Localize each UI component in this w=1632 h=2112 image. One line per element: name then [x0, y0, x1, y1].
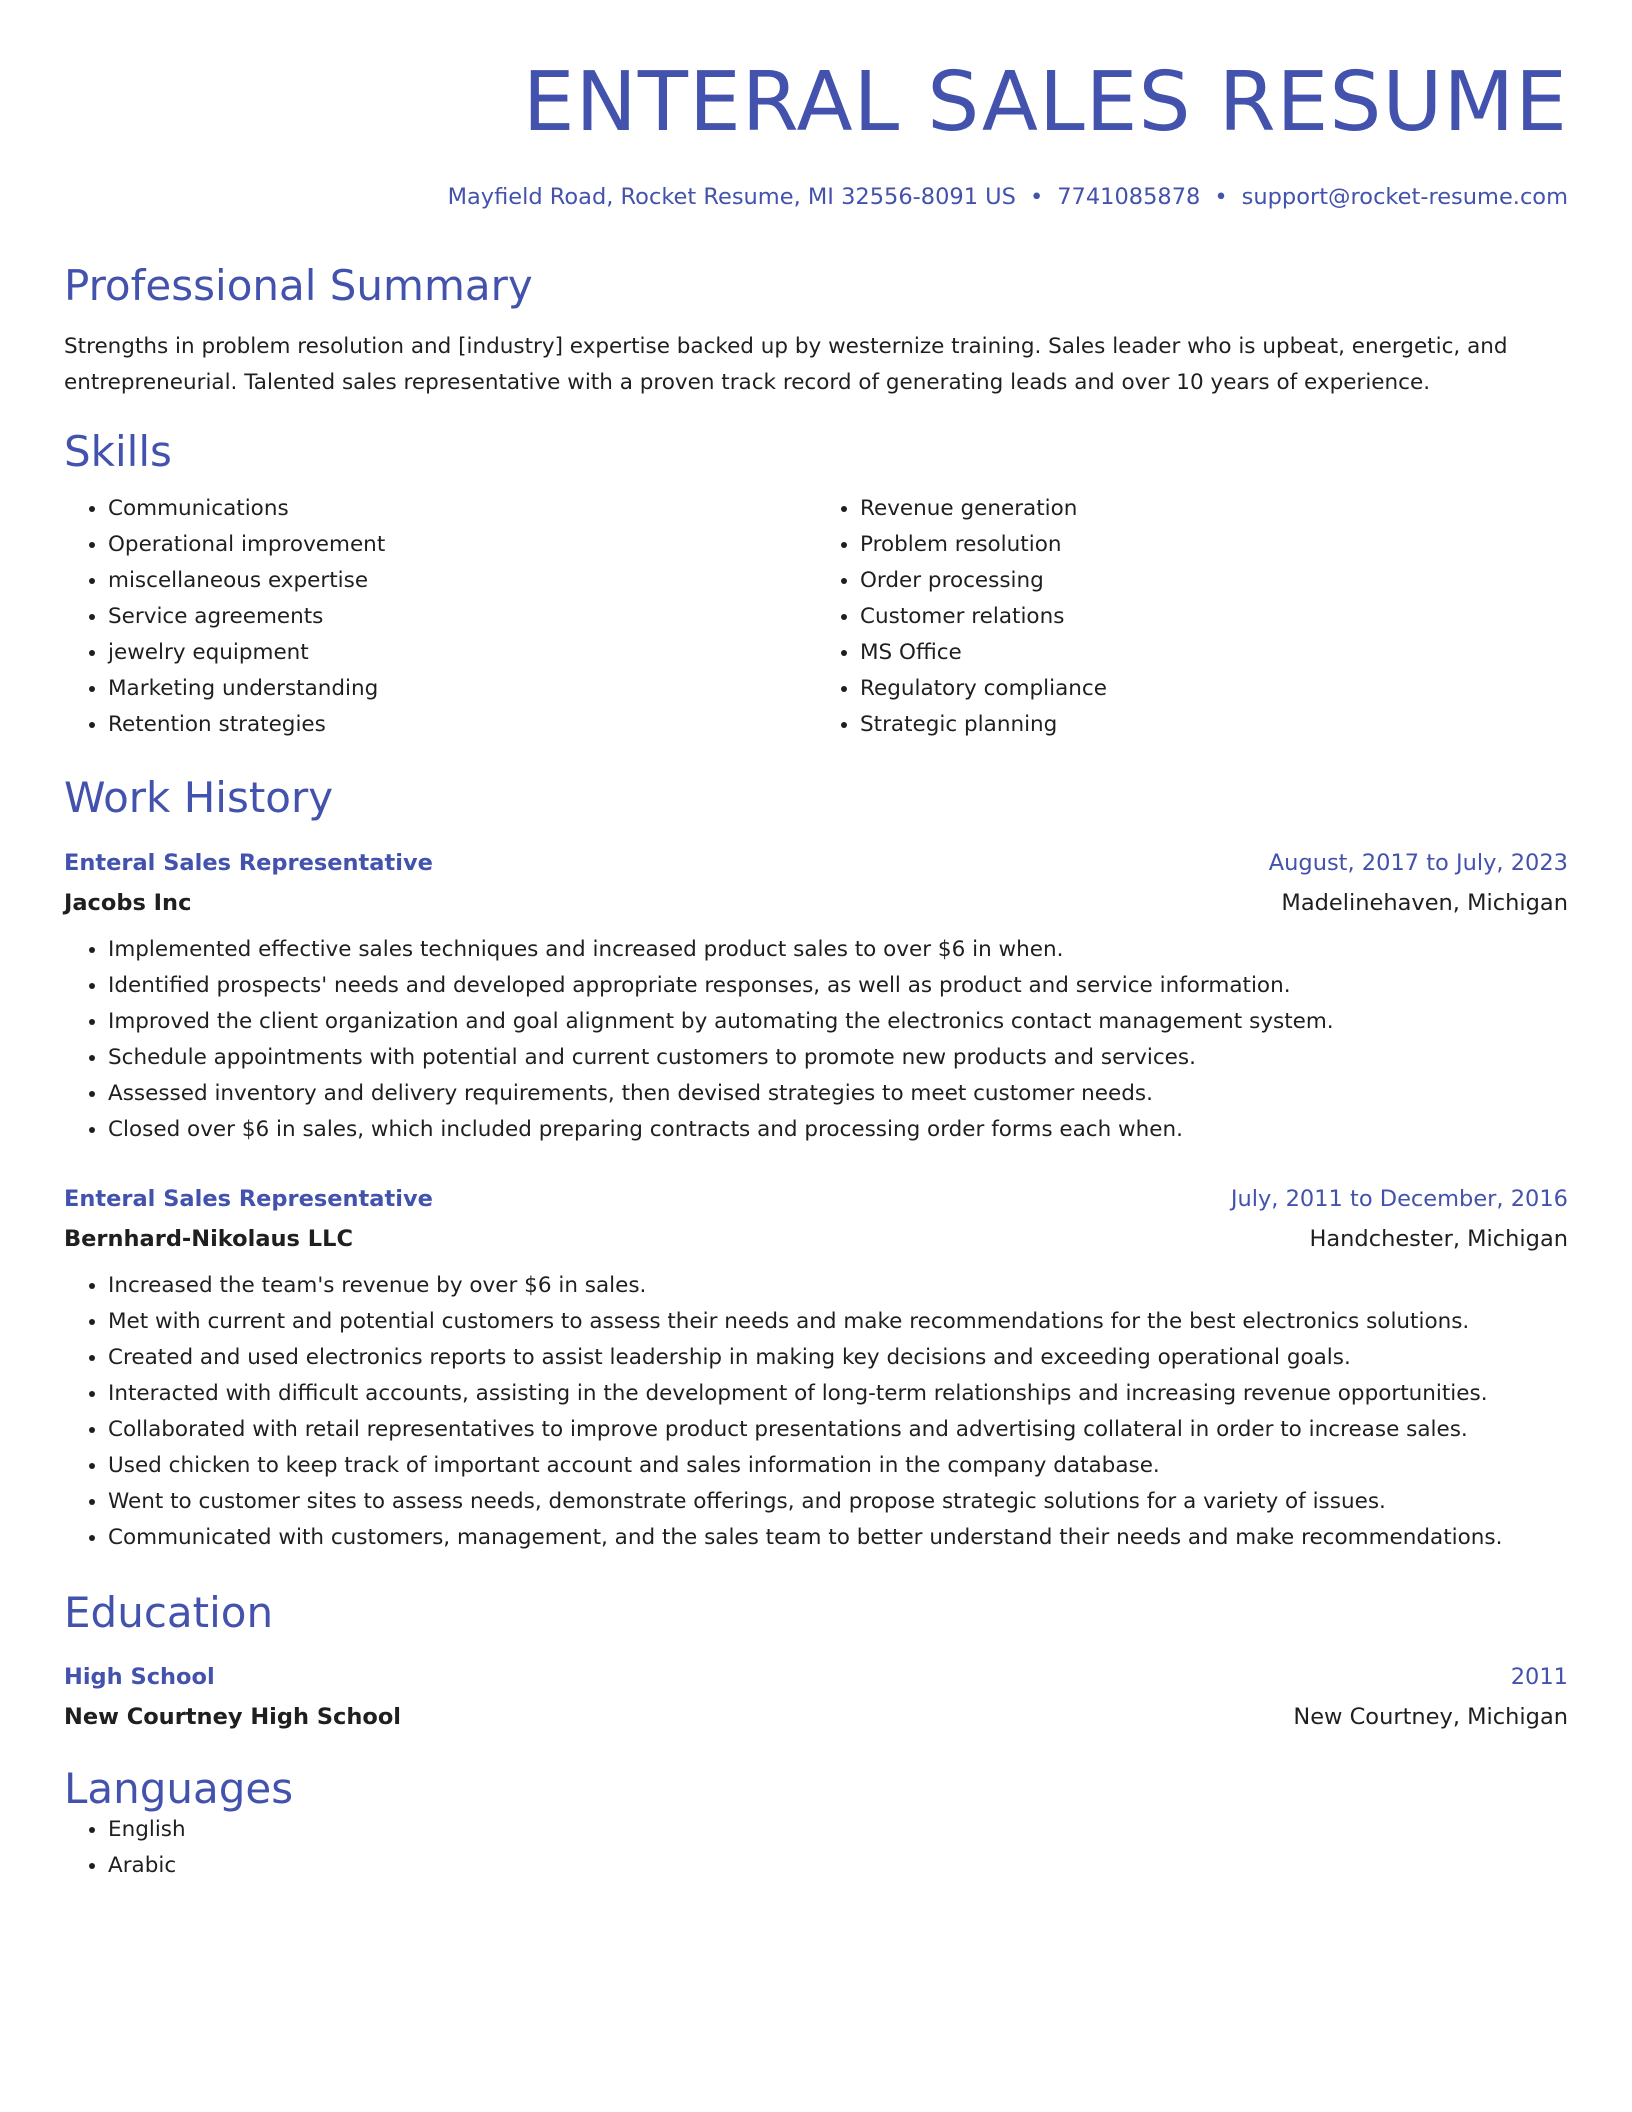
job-dates: July, 2011 to December, 2016	[1230, 1185, 1568, 1212]
skill-item: • Communications	[108, 491, 816, 527]
summary-text: Strengths in problem resolution and [industry] expertise backed up by westernize training. Sales leader who is upbeat, energetic, and entrepreneurial. Talented sales representative with a proven track record of generating leads and over 10 years of experience.	[64, 334, 1508, 396]
job-title: Enteral Sales Representative	[64, 849, 433, 876]
resume-title: ENTERAL SALES RESUME	[522, 55, 1568, 150]
job-bullet: • Communicated with customers, management, and the sales team to better understand their needs and make recommendations.	[108, 1520, 1568, 1556]
summary-heading: Professional Summary	[64, 261, 533, 310]
job-bullet: • Increased the team's revenue by over $6 in sales.	[108, 1268, 1568, 1304]
skill-item: • Strategic planning	[860, 707, 1568, 743]
skill-item: • Marketing understanding	[108, 671, 816, 707]
job-employer: Bernhard-Nikolaus LLC	[64, 1225, 353, 1252]
education-degree: High School	[64, 1663, 215, 1690]
job-title: Enteral Sales Representative	[64, 1185, 433, 1212]
job-bullet: • Met with current and potential customers to assess their needs and make recommendations for the best electronics solutions.	[108, 1304, 1568, 1340]
contact-separator: •	[1029, 184, 1044, 210]
contact-email: support@rocket-resume.com	[1241, 184, 1568, 210]
job-bullet: • Collaborated with retail representatives to improve product presentations and advertising collateral in order to increase sales.	[108, 1412, 1568, 1448]
skills-heading: Skills	[64, 427, 172, 477]
contact-address: Mayfield Road, Rocket Resume, MI 32556-8091 US	[447, 184, 1016, 210]
contact-phone: 7741085878	[1057, 184, 1201, 210]
job-bullet: • Went to customer sites to assess needs, demonstrate offerings, and propose strategic solutions for a variety of issues.	[108, 1484, 1568, 1520]
skill-item: • jewelry equipment	[108, 635, 816, 671]
job-employer: Jacobs Inc	[64, 889, 192, 916]
job-bullet: • Identified prospects' needs and developed appropriate responses, as well as product and service information.	[108, 968, 1568, 1004]
job-entry	[64, 850, 1568, 1148]
skill-item: • miscellaneous expertise	[108, 563, 816, 599]
education-year: 2011	[1510, 1663, 1568, 1690]
skill-item: • Order processing	[860, 563, 1568, 599]
job-bullet: • Implemented effective sales techniques and increased product sales to over $6 in when.	[108, 932, 1568, 968]
skill-item: • Retention strategies	[108, 707, 816, 743]
languages-heading: Languages	[64, 1763, 294, 1813]
skill-item: • Customer relations	[860, 599, 1568, 635]
language-item: • English	[108, 1812, 1568, 1848]
education-entry	[64, 1664, 1568, 1730]
skill-item: • MS Office	[860, 635, 1568, 671]
job-location: Handchester, Michigan	[1309, 1225, 1568, 1252]
job-employer-row	[64, 890, 1568, 916]
education-school-row	[64, 1704, 1568, 1730]
job-employer-row	[64, 1226, 1568, 1252]
job-entry	[64, 1186, 1568, 1556]
skill-item: • Revenue generation	[860, 491, 1568, 527]
education-location: New Courtney, Michigan	[1293, 1703, 1568, 1730]
skills-grid	[64, 491, 1568, 743]
education-heading: Education	[64, 1587, 274, 1637]
job-bullet: • Used chicken to keep track of important account and sales information in the company database.	[108, 1448, 1568, 1484]
job-bullets	[64, 1268, 1568, 1556]
skill-item: • Service agreements	[108, 599, 816, 635]
job-dates: August, 2017 to July, 2023	[1268, 849, 1568, 876]
skills-list-right	[816, 491, 1568, 743]
job-bullet: • Improved the client organization and goal alignment by automating the electronics contact management system.	[108, 1004, 1568, 1040]
language-item: • Arabic	[108, 1848, 1568, 1884]
job-title-row	[64, 850, 1568, 876]
contact-separator: •	[1214, 184, 1228, 210]
job-bullets	[64, 932, 1568, 1148]
skill-item: • Regulatory compliance	[860, 671, 1568, 707]
skill-item: • Operational improvement	[108, 527, 816, 563]
job-bullet: • Assessed inventory and delivery requirements, then devised strategies to meet customer needs.	[108, 1076, 1568, 1112]
contact-line	[64, 184, 1568, 211]
job-bullet: • Closed over $6 in sales, which included preparing contracts and processing order forms each when.	[108, 1112, 1568, 1148]
job-location: Madelinehaven, Michigan	[1281, 889, 1568, 916]
languages-list	[64, 1812, 1568, 1884]
education-degree-row	[64, 1664, 1568, 1690]
job-bullet: • Interacted with difficult accounts, assisting in the development of long-term relationships and increasing revenue opportunities.	[108, 1376, 1568, 1412]
education-school: New Courtney High School	[64, 1703, 402, 1730]
skill-item: • Problem resolution	[860, 527, 1568, 563]
job-bullet: • Created and used electronics reports to assist leadership in making key decisions and exceeding operational goals.	[108, 1340, 1568, 1376]
work-history-heading: Work History	[64, 773, 334, 823]
job-title-row	[64, 1186, 1568, 1212]
skills-list-left	[64, 491, 816, 743]
job-bullet: • Schedule appointments with potential and current customers to promote new products and services.	[108, 1040, 1568, 1076]
